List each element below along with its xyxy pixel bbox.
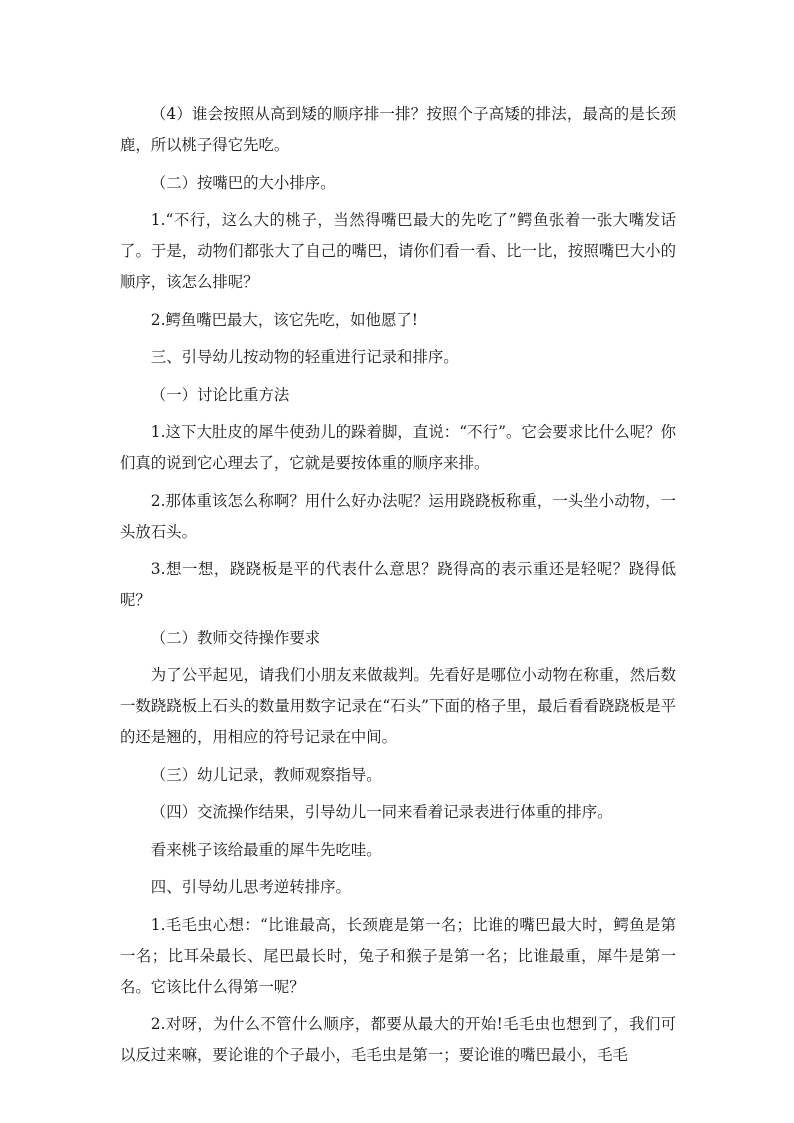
document-body — [120, 99, 676, 1078]
paragraph: 看来桃子该给最重的犀牛先吃哇。 — [150, 840, 382, 859]
paragraph: 2.那体重该怎么称啊？用什么好办法呢？运用跷跷板称重，一头坐小动物，一头放石头。 — [120, 491, 676, 541]
section-heading: （一）讨论比重方法 — [150, 385, 290, 404]
section-heading: （四）交流操作结果，引导幼儿一同来看着记录表进行体重的排序。 — [150, 803, 613, 821]
section-heading: 三、引导幼儿按动物的轻重进行记录和排序。 — [150, 348, 459, 366]
paragraph: 1.这下大肚皮的犀牛使劲儿的跺着脚，直说：“不行”。它会要求比什么呢？你们真的说到它心理去了，它就是要按体重的顺序来排。 — [120, 423, 676, 472]
paragraph: 为了公平起见，请我们小朋友来做裁判。先看好是哪位小动物在称重，然后数一数跷跷板上石头的数量用数字记录在“石头”下面的格子里，最后看看跷跷板是平的还是翘的，用相应的符号记录在中间。 — [120, 666, 676, 746]
section-heading: （二）按嘴巴的大小排序。 — [150, 173, 336, 192]
paragraph: 1.“不行，这么大的桃子，当然得嘴巴最大的先吃了”鳄鱼张着一张大嘴发话了。于是，动物们都张大了自己的嘴巴，请你们看一看、比一比，按照嘴巴大小的顺序，该怎么排呢？ — [120, 211, 676, 291]
paragraph: 2.鳄鱼嘴巴最大，该它先吃，如他愿了! — [150, 310, 418, 329]
paragraph: （4）谁会按照从高到矮的顺序排一排？按照个子高矮的排法，最高的是长颈鹿，所以桃子得它先吃。 — [120, 105, 676, 154]
paragraph: 1.毛毛虫心想：“比谁最高，长颈鹿是第一名；比谁的嘴巴最大时，鳄鱼是第一名；比耳朵最长、尾巴最长时，兔子和猴子是第一名；比谁最重，犀牛是第一名。它该比什么得第一呢？ — [120, 915, 676, 996]
paragraph: 3.想一想，跷跷板是平的代表什么意思？跷得高的表示重还是轻呢？跷得低呢？ — [120, 560, 676, 609]
section-heading: （三）幼儿记录，教师观察指导。 — [150, 765, 382, 784]
section-heading: 四、引导幼儿思考逆转排序。 — [150, 878, 351, 896]
paragraph: 2.对呀，为什么不管什么顺序，都要从最大的开始!毛毛虫也想到了，我们可以反过来嘛，要论谁的个子最小，毛毛虫是第一；要论谁的嘴巴最小，毛毛 — [120, 1015, 676, 1064]
section-heading: （二）教师交待操作要求 — [150, 628, 321, 647]
